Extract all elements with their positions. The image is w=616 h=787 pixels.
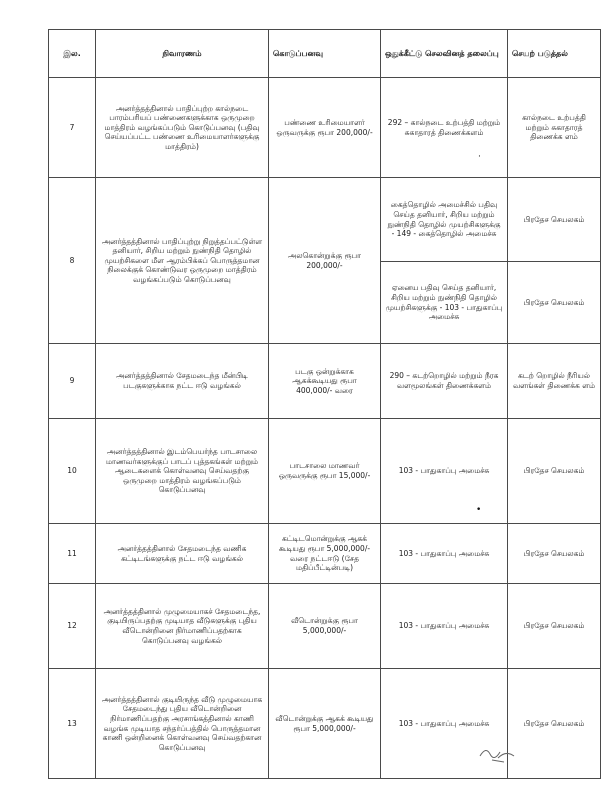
row-number: 9 [49, 344, 96, 419]
header-payment: கொடுப்பனவு [269, 30, 381, 78]
row-number: 12 [49, 584, 96, 669]
table-row [49, 584, 601, 669]
row-number: 13 [49, 669, 96, 779]
row-allocation: 290 – கடற்றொழில் மற்றும் நீரக வளமூலங்கள் திணைக்களம் [381, 344, 508, 419]
row-allocation: 103 - பாதுகாப்பு அமைச்சு [381, 419, 508, 524]
stray-mark: • [476, 505, 482, 515]
row-payment: பண்ணை உரிமையாளர் ஒருவருக்கு ரூபா 200,000/- [269, 78, 381, 178]
table-row [49, 419, 601, 524]
row-execution: பிரதேச செயலகம் [508, 419, 601, 524]
row-cause: அனர்த்தத்தினால் இடம்பெயர்ந்த பாடசாலை மாணவர்களுக்குப் பாடப் புத்தகங்கள் மற்றும் ஆடைகளைக் கொள்வனவு செய்வதற்கு ஒருமுறை மாத்திரம் வழங்கப்படும் கொடுப்பனவு [96, 419, 269, 524]
initials-mark [478, 742, 518, 764]
handwritten-initials [478, 742, 518, 766]
row-allocation-b: ஏனைய பதிவு செய்த தனியார், சிறிய மற்றும் நுண்நிதி தொழில் முயற்சிகளுக்கு - 103 - பாதுகாப்பு அமைச்சு [381, 262, 508, 344]
row-execution: பிரதேச செயலகம் [508, 524, 601, 584]
table-header-row [49, 30, 601, 78]
table-row [49, 78, 601, 178]
row-cause: அனர்த்தத்தினால் பாதிப்புற்று நிறுத்தப்பட்டுள்ள தனியார், சிறிய மற்றும் நுண்நிதி தொழில் முயற்சிகளை மீள ஆரம்பிக்கப் பொருத்தமான நிலைக்குக் கொண்டுவர ஒருமுறை மாத்திரம் வழங்கப்படும் கொடுப்பனவு [96, 178, 269, 344]
table-row [49, 524, 601, 584]
header-no: இல. [49, 30, 96, 78]
row-payment: வீடொன்றுக்கு ஆகக் கூடியது ரூபா 5,000,000/- [269, 669, 381, 779]
row-cause: அனர்த்தத்தினால் குடியிருந்த வீடு முழுமையாக சேதமடைந்து புதிய வீடொன்றினை நிர்மாணிப்பதற்கு அரசாங்கத்தினால் காணி வழங்க முடியாத சந்தர்ப்பத்தில் பொருத்தமான காணி ஒன்றினைக் கொள்வனவு செய்வதற்கான கொடுப்பனவு [96, 669, 269, 779]
stray-mark: · [478, 152, 481, 162]
row-payment: கட்டிடமொன்றுக்கு ஆகக் கூடியது ரூபா 5,000,000/- வரை நட்டஈடு (சேத மதிப்பீட்டின்படி) [269, 524, 381, 584]
row-execution-a: பிரதேச செயலகம் [508, 178, 601, 262]
row-allocation: 103 - பாதுகாப்பு அமைச்சு [381, 584, 508, 669]
row-number: 10 [49, 419, 96, 524]
table-row [49, 178, 601, 262]
row-execution: கடற் றொழில் நீரியல் வளங்கள் திணைக்க ளம் [508, 344, 601, 419]
row-payment: அலகொன்றுக்கு ரூபா 200,000/- [269, 178, 381, 344]
table-row [49, 344, 601, 419]
row-cause: அனர்த்தத்தினால் பாதிப்புற்ற கால்நடை பாரம்பரியப் பண்ணைகளுக்காக ஒருமுறை மாத்திரம் வழங்கப்படும் கொடுப்பனவு (பதிவு செய்யப்பட்ட பண்ணை உரிமையாளர்களுக்கு மாத்திரம்) [96, 78, 269, 178]
row-execution: பிரதேச செயலகம் [508, 584, 601, 669]
row-number: 11 [49, 524, 96, 584]
row-cause: அனர்த்தத்தினால் சேதமடைந்த மீன்பிடி படகுகளுக்காக நட்ட ஈடு வழங்கல் [96, 344, 269, 419]
row-allocation: 292 – கால்நடை உற்பத்தி மற்றும் சுகாதாரத் திணைக்களம் [381, 78, 508, 178]
row-number: 8 [49, 178, 96, 344]
row-cause: அனர்த்தத்தினால் முழுமையாகச் சேதமடைந்த, குடியிருப்பதற்கு முடியாத வீடுகளுக்கு புதிய வீடொன்றினை நிர்மாணிப்பதற்காக கொடுப்பனவு வழங்கல் [96, 584, 269, 669]
row-allocation-a: கைத்தொழில் அமைச்சில் பதிவு செய்த தனியார், சிறிய மற்றும் நுண்நிதி தொழில் முயற்சிகளுக்கு - 149 - கைத்தொழில் அமைச்சு [381, 178, 508, 262]
row-payment: பாடசாலை மாணவர் ஒருவருக்கு ரூபா 15,000/- [269, 419, 381, 524]
header-allocation: ஒதுக்கீட்டு செலவினத் தலைப்பு [381, 30, 508, 78]
header-cause: நிவாரணம் [96, 30, 269, 78]
row-execution: கால்நடை உற்பத்தி மற்றும் சுகாதாரத் திணைக்க ளம் [508, 78, 601, 178]
row-allocation: 103 - பாதுகாப்பு அமைச்சு [381, 524, 508, 584]
row-payment: படகு ஒன்றுக்காக ஆகக்கூடியது ரூபா 400,000/- வரை [269, 344, 381, 419]
row-number: 7 [49, 78, 96, 178]
relief-payments-table [48, 29, 601, 779]
row-execution: பிரதேச செயலகம் [508, 669, 601, 779]
row-cause: அனர்த்தத்தினால் சேதமடைந்த வணிக கட்டிடங்களுக்கு நட்ட ஈடு வழங்கல் [96, 524, 269, 584]
row-allocation: 103 - பாதுகாப்பு அமைச்சு [381, 669, 508, 779]
row-payment: வீடொன்றுக்கு ரூபா 5,000,000/- [269, 584, 381, 669]
row-execution-b: பிரதேச செயலகம் [508, 262, 601, 344]
header-execution: செயற் படுத்தல் [508, 30, 601, 78]
